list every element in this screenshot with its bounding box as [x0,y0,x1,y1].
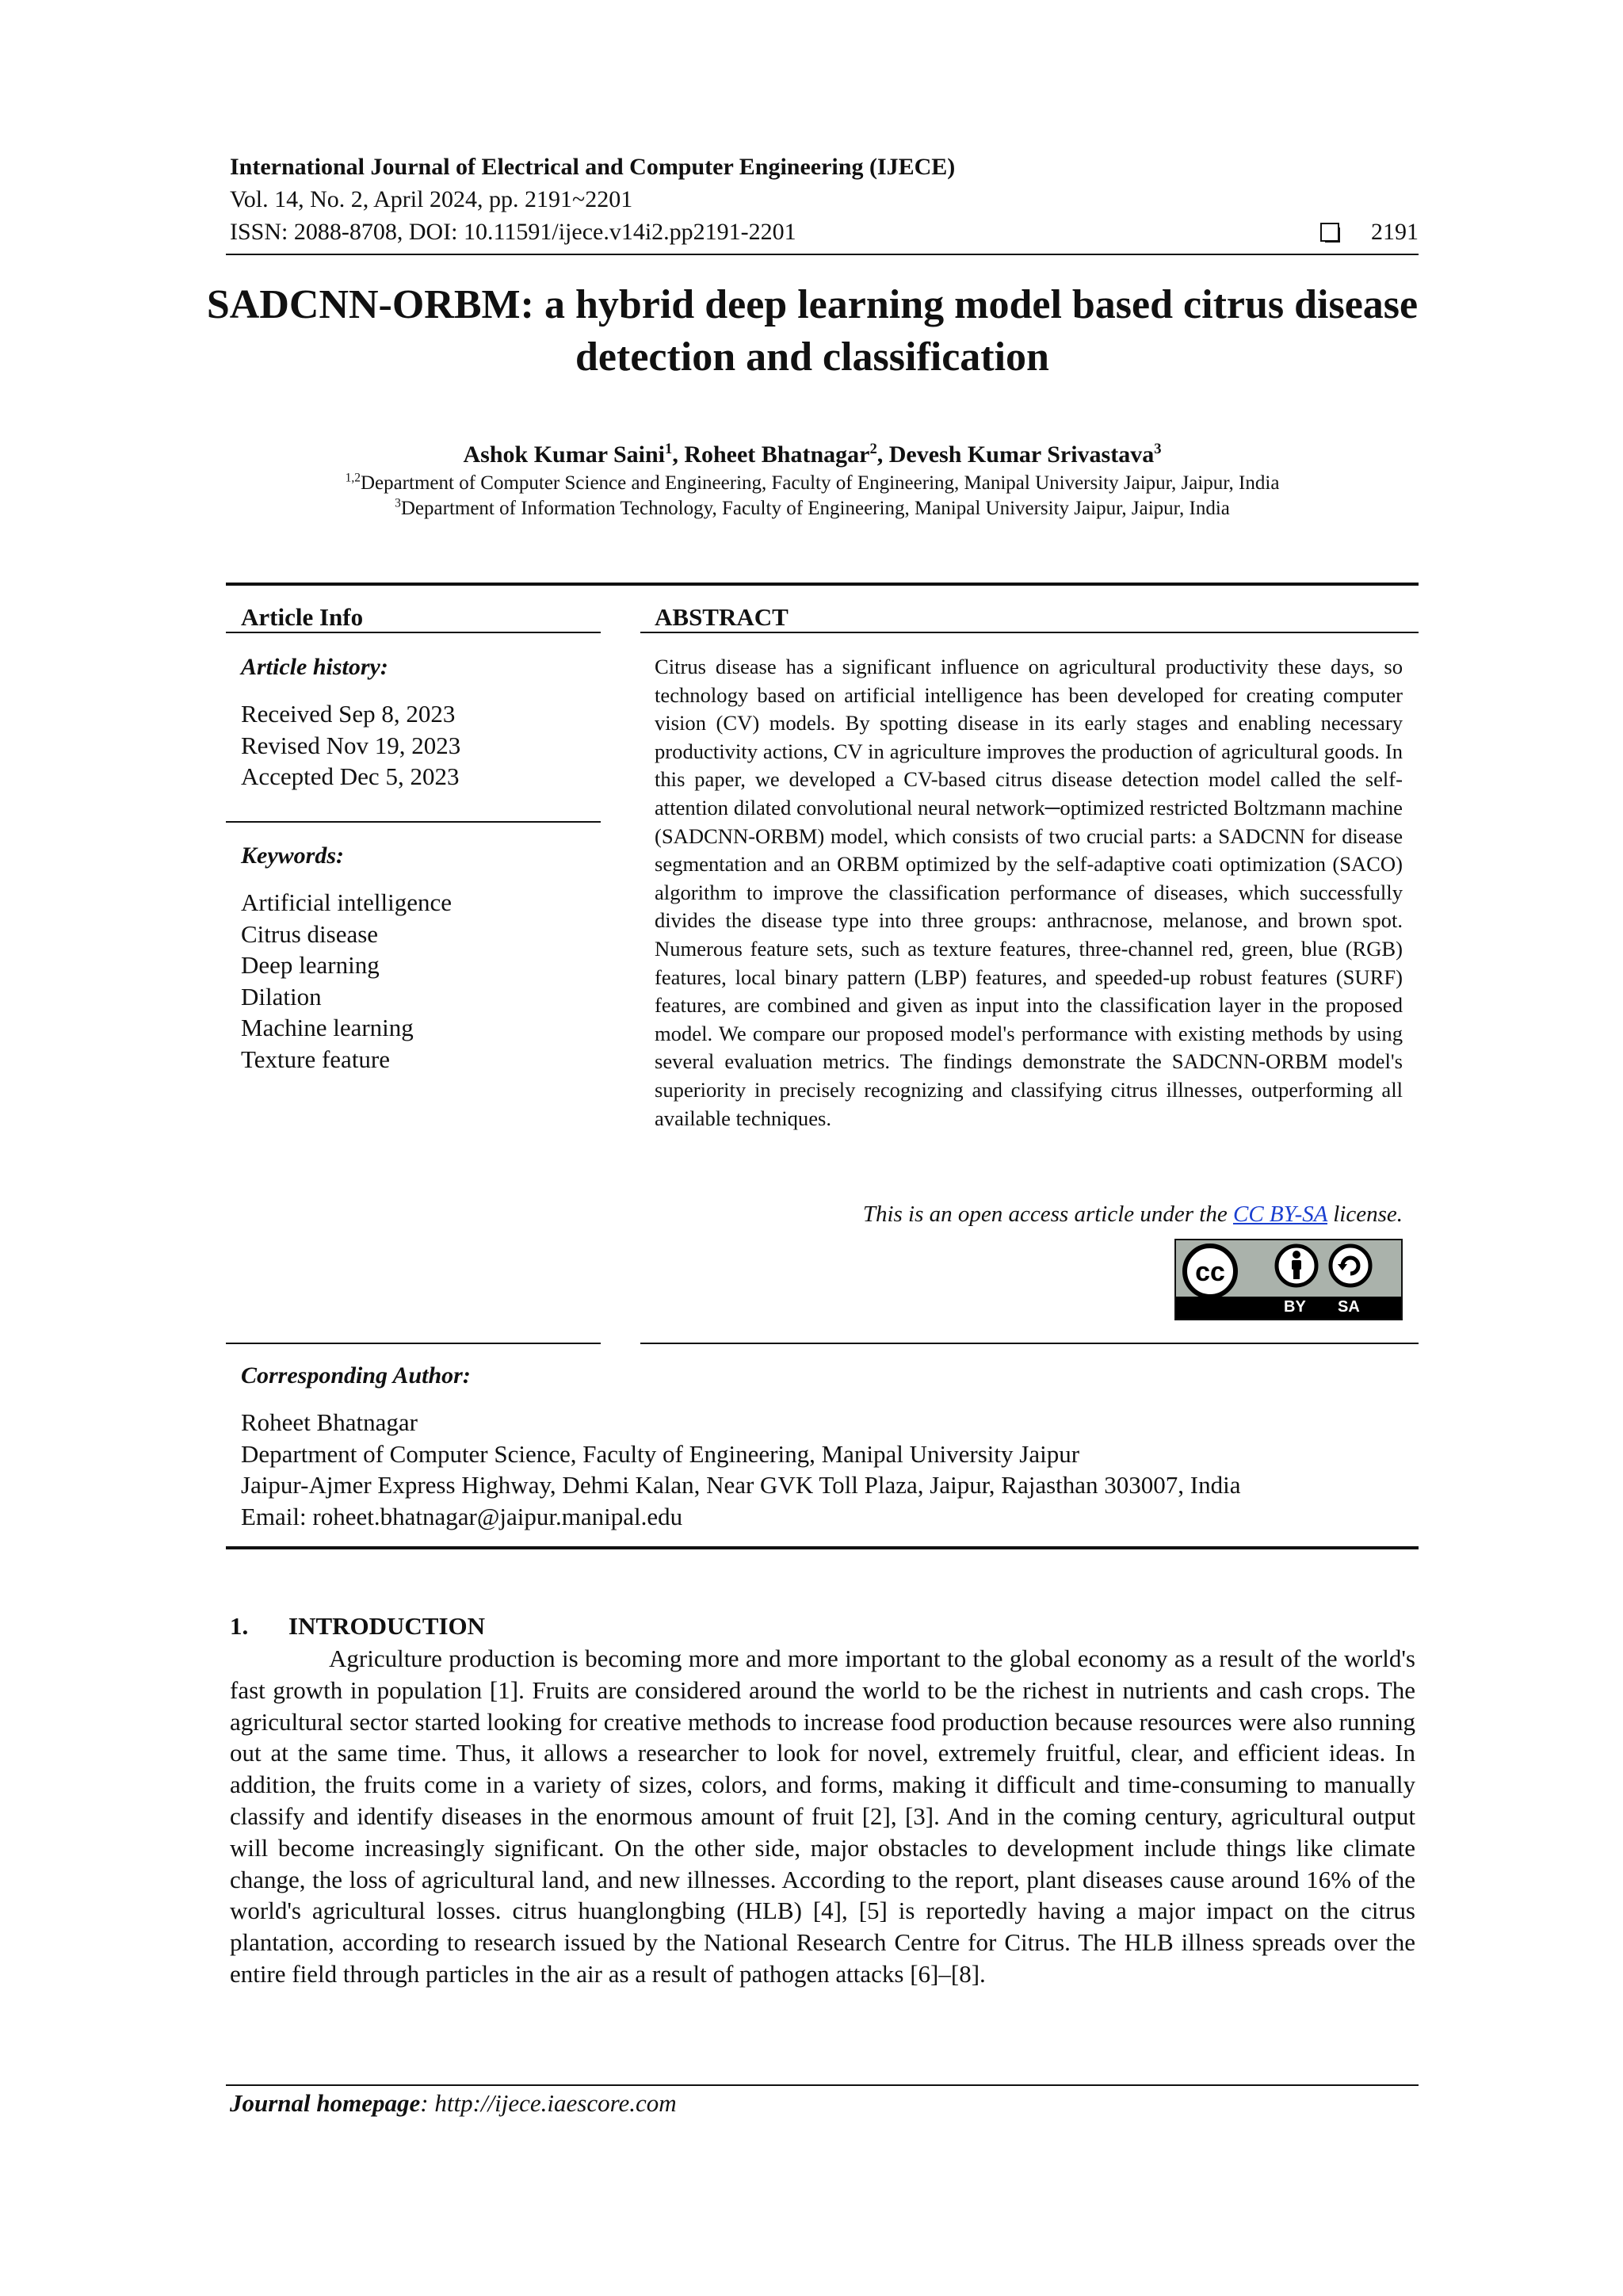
footer-separator: : [420,2089,435,2117]
affiliation-sup: 3 [395,496,401,510]
abstract-heading: ABSTRACT [655,603,789,631]
author-name: Devesh Kumar Srivastava [888,441,1155,468]
badge-by-label: BY [1284,1298,1306,1316]
badge-label-strip [1176,1297,1401,1319]
journal-homepage [230,2088,677,2119]
footer-url[interactable]: http://ijece.iaescore.com [434,2089,677,2117]
page-number: 2191 [1371,219,1419,245]
article-info-bottom-rule [226,1343,601,1344]
corresponding-heading: Corresponding Author: [241,1362,471,1389]
info-bottom-rule [226,1546,1419,1549]
keyword-item: Citrus disease [241,919,379,948]
cc-by-sa-badge[interactable] [1174,1239,1403,1320]
corresponding-details [241,1407,1241,1532]
checkbox-square-icon [1320,223,1339,242]
paper-title: SADCNN-ORBM: a hybrid deep learning model based citrus disease detection and classification [206,282,1419,380]
keyword-item: Dilation [241,982,322,1010]
page-number-block [1320,217,1419,247]
keyword-item: Texture feature [241,1045,391,1073]
corresponding-name: Roheet Bhatnagar [241,1408,418,1436]
keyword-item: Artificial intelligence [241,888,452,916]
history-accepted: Accepted Dec 5, 2023 [241,762,460,790]
journal-issn-doi: ISSN: 2088-8708, DOI: 10.11591/ijece.v14i2.pp2191-2201 [230,219,796,245]
svg-text:cc: cc [1195,1257,1225,1287]
corresponding-address: Jaipur-Ajmer Express Highway, Dehmi Kalan, Near GVK Toll Plaza, Jaipur, Rajasthan 303007, India [241,1471,1241,1499]
header-rule [226,254,1419,255]
article-history-heading: Article history: [241,654,388,680]
affiliation-text: Department of Information Technology, Faculty of Engineering, Manipal University Jaipur, Jaipur, India [400,498,1230,519]
article-info-heading: Article Info [241,603,364,631]
badge-sa-label: SA [1338,1298,1360,1316]
journal-name: International Journal of Electrical and Computer Engineering (IJECE) [230,154,956,180]
author-sup: 1 [665,441,673,457]
author-list: Ashok Kumar Saini$^1$, Roheet Bhatnagar$^2$, Devesh Kumar Srivastava$^3$ [463,441,1162,468]
corresponding-department: Department of Computer Science, Faculty of Engineering, Manipal University Jaipur [241,1439,1080,1468]
introduction-text: Agriculture production is becoming more and more important to the global economy as a result of the world's fast growth in population [1]. Fruits are considered around the world to be the richest in nutrients and cash crops. The agricultural sector started looking for creative methods to increase food production because resources were also running out at the same time. Thus, it allows a researcher to look for novel, extremely fruitful, clear, and efficient ideas. In addition, the fruits come in a variety of sizes, colors, and forms, making it difficult and time-consuming to manually classify and identify diseases in the enormous amount of fruit [2], [3]. And in the coming century, agricultural output will become increasingly significant. On the other side, major obstacles to development include things like climate change, the loss of agricultural land, and new illnesses. According to the report, plant diseases cause around 16% of the world's agricultural losses. citrus huanglongbing (HLB) [4], [5] is reportedly having a major impact on the citrus plantation, according to research issued by the National Research Centre for Citrus. The HLB illness spreads over the entire field through particles in the air as a result of pathogen attacks [6]–[8]. [230,1645,1415,1988]
author-sup: 3 [1154,441,1162,457]
open-access-suffix: license. [1327,1201,1403,1227]
author-name: Ashok Kumar Saini [463,441,666,468]
footer-label: Journal homepage [230,2089,421,2117]
footer-rule [226,2084,1419,2086]
attribution-icon [1274,1244,1319,1288]
abstract-text: Citrus disease has a significant influence on agricultural productivity these days, so technology based on artificial intelligence has been developed for creating computer vision (CV) models. By spotting disease in its early stages and enabling necessary productivity actions, CV in agriculture improves the production of agricultural goods. In this paper, we developed a CV-based citrus disease detection model called the self-attention dilated convolutional neural network─optimized restricted Boltzmann machine (SADCNN-ORBM) model, which consists of two crucial parts: a SADCNN for disease segmentation and an ORBM optimized by the self-adaptive coati optimization (SACO) algorithm to improve the classification performance of diseases, which successfully divides the disease type into three groups: anthracnose, melanose, and brown spot. Numerous feature sets, such as texture features, three-channel red, green, blue (RGB) features, local binary pattern (LBP) features, and speeded-up robust features (SURF) features, are combined and given as input into the classification layer in the proposed model. We compare our proposed model's performance with existing methods by using several evaluation metrics. The findings demonstrate the SADCNN-ORBM model's superiority in precisely recognizing and classifying citrus illnesses, outperforming all available techniques. [655,655,1403,1130]
article-history-list [241,698,460,793]
affiliation-2 [206,496,1419,521]
affiliation-text: Department of Computer Science and Engineering, Faculty of Engineering, Manipal University Jaipur, Jaipur, India [360,472,1280,494]
author-sup: 2 [869,441,877,457]
history-received: Received Sep 8, 2023 [241,700,456,728]
journal-volume: Vol. 14, No. 2, April 2024, pp. 2191~2201 [230,186,633,212]
keywords-rule [226,821,601,823]
author-name: Roheet Bhatnagar [684,441,870,468]
affiliation-1 [206,471,1419,496]
corresponding-email: Email: roheet.bhatnagar@jaipur.manipal.edu [241,1502,683,1530]
keywords-heading: Keywords: [241,842,344,869]
open-access-note [863,1200,1403,1228]
keywords-list [241,887,452,1075]
keyword-item: Machine learning [241,1014,414,1041]
info-top-rule [226,583,1419,586]
section-number: 1. [230,1612,249,1640]
keyword-item: Deep learning [241,951,380,979]
abstract-bottom-rule [640,1343,1419,1344]
license-link[interactable]: CC BY-SA [1233,1201,1327,1227]
open-access-prefix: This is an open access article under the [862,1201,1233,1227]
cc-icon [1179,1244,1241,1299]
affiliation-sup: 1,2 [345,471,361,485]
share-alike-icon [1328,1244,1373,1288]
introduction-heading [230,1610,485,1642]
history-revised: Revised Nov 19, 2023 [241,731,461,759]
section-title: INTRODUCTION [288,1612,486,1640]
